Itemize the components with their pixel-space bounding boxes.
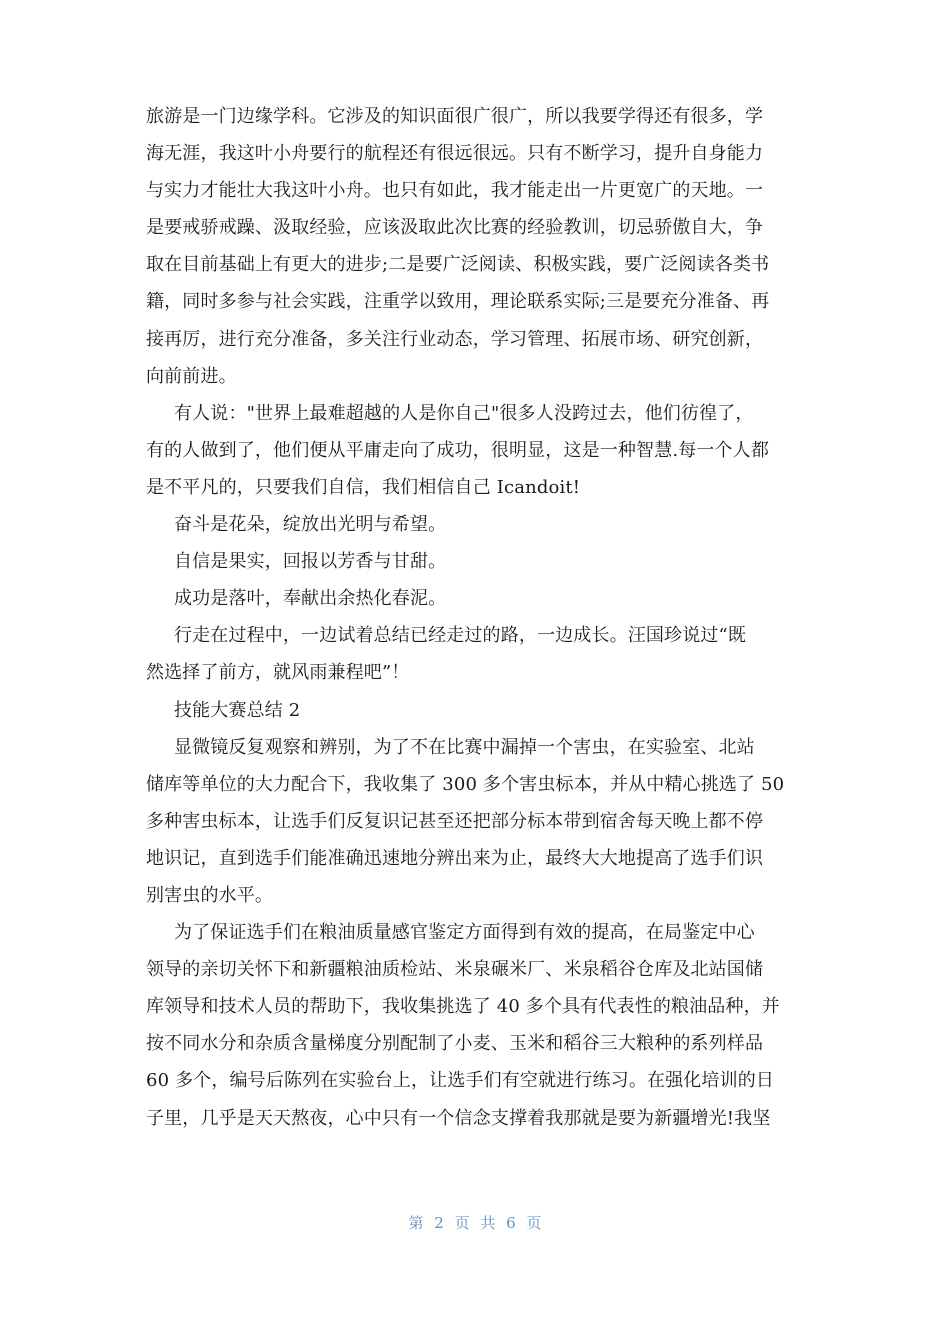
text-line: 显微镜反复观察和辨别，为了不在比赛中漏掉一个害虫，在实验室、北站: [174, 736, 755, 758]
text-line: 60 多个，编号后陈列在实验台上，让选手们有空就进行练习。在强化培训的日: [146, 1070, 775, 1092]
text-line: 领导的亲切关怀下和新疆粮油质检站、米泉碾米厂、米泉稻谷仓库及北站国储: [146, 959, 764, 981]
text-line: 是不平凡的，只要我们自信，我们相信自己 Icandoit!: [146, 476, 581, 498]
text-line: 旅游是一门边缘学科。它涉及的知识面很广很广，所以我要学得还有很多，学: [146, 106, 764, 127]
text-line: 地识记，直到选手们能准确迅速地分辨出来为止，最终大大地提高了选手们识: [146, 847, 764, 869]
text-line: 别害虫的水平。: [146, 884, 274, 906]
text-line: 然选择了前方，就风雨兼程吧”！: [146, 662, 410, 684]
text-line: 自信是果实，回报以芳香与甘甜。: [174, 551, 447, 573]
text-line: 技能大赛总结 2: [174, 699, 301, 721]
document-body: [146, 98, 810, 1137]
text-line: 取在目前基础上有更大的进步;二是要广泛阅读、积极实践，要广泛阅读各类书: [146, 254, 770, 276]
text-line: 按不同水分和杂质含量梯度分别配制了小麦、玉米和稻谷三大粮种的系列样品: [146, 1033, 764, 1055]
text-line: 为了保证选手们在粮油质量感官鉴定方面得到有效的提高，在局鉴定中心: [174, 922, 755, 944]
text-line: 籍，同时多参与社会实践，注重学以致用，理论联系实际;三是要充分准备、再: [146, 291, 770, 313]
text-line: 库领导和技术人员的帮助下，我收集挑选了 40 多个具有代表性的粮油品种，并: [146, 996, 780, 1018]
text-line: 与实力才能壮大我这叶小舟。也只有如此，我才能走出一片更宽广的天地。一: [146, 180, 764, 202]
text-line: 接再厉，进行充分准备，多关注行业动态，学习管理、拓展市场、研究创新，: [146, 328, 764, 350]
text-line: 海无涯，我这叶小舟要行的航程还有很远很远。只有不断学习，提升自身能力: [146, 143, 764, 165]
text-line: 成功是落叶，奉献出余热化春泥。: [174, 588, 447, 610]
text-line: 有的人做到了，他们便从平庸走向了成功，很明显，这是一种智慧.每一个人都: [146, 439, 769, 461]
text-line: 子里，几乎是天天熬夜，心中只有一个信念支撑着我那就是要为新疆增光!我坚: [146, 1107, 771, 1129]
text-line: 行走在过程中，一边试着总结已经走过的路，一边成长。汪国珍说过“既: [174, 625, 746, 647]
text-line: 向前前进。: [146, 365, 237, 387]
text-line: 是要戒骄戒躁、汲取经验，应该汲取此次比赛的经验教训，切忌骄傲自大，争: [146, 217, 764, 239]
text-line: 有人说："世界上最难超越的人是你自己"很多人没跨过去，他们彷徨了，: [174, 402, 754, 424]
text-line: 储库等单位的大力配合下，我收集了 300 多个害虫标本，并从中精心挑选了 50: [146, 773, 785, 795]
page-number-footer: 第 2 页 共 6 页: [408, 1214, 542, 1232]
text-line: 奋斗是花朵，绽放出光明与希望。: [174, 514, 447, 536]
text-line: 多种害虫标本，让选手们反复识记甚至还把部分标本带到宿舍每天晚上都不停: [146, 810, 764, 832]
